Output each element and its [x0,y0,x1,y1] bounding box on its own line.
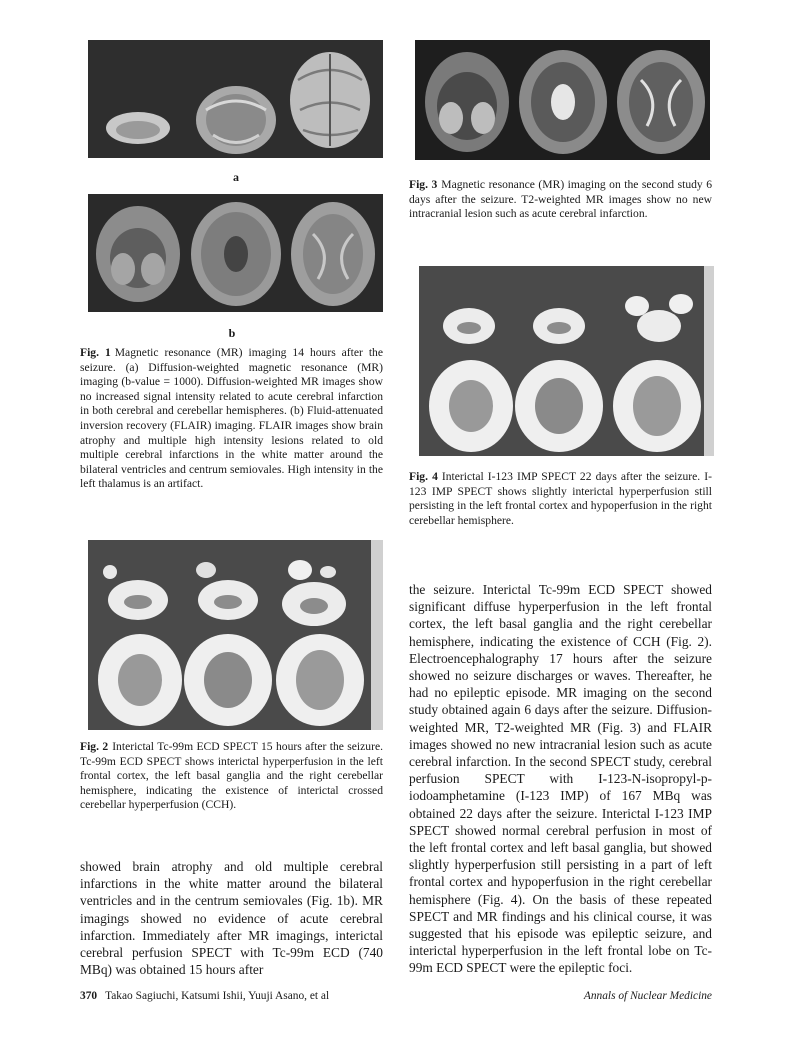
fig1b-image [88,194,383,312]
fig3-label: Fig. 3 [409,178,438,191]
body-left-paragraph: showed brain atrophy and old multiple cerebral infarctions in the white matter around the bilateral ventricles and in the centrum semiovales (Fig. 1b). MR imagings showed no evidence of acute cerebral infarction. Immediately after MR imagings, interictal cerebral perfusion SPECT with Tc-99m ECD (740 MBq) was obtained 15 hours after [80,859,383,978]
page-footer-left [80,990,480,1002]
footer-authors: Takao Sagiuchi, Katsumi Ishii, Yuuji Asano, et al [105,990,330,1002]
fig3-image [415,40,710,160]
fig1-caption [80,346,383,492]
page-number: 370 [80,990,98,1002]
fig2-image [88,540,383,730]
fig1-label: Fig. 1 [80,346,111,359]
fig2-caption [80,740,383,813]
fig3-caption [409,178,712,222]
fig4-image [419,266,714,456]
fig4-caption-text: Interictal I-123 IMP SPECT 22 days after the seizure. I-123 IMP SPECT shows slightly interictal hyperperfusion still persisting in the left frontal cortex and hypoperfusion in the right cerebellar hemisphere. [409,470,712,527]
fig3-caption-text: Magnetic resonance (MR) imaging on the second study 6 days after the seizure. T2-weighted MR images show no new intracranial lesion such as acute cerebral infarction. [409,178,712,221]
body-left [80,858,383,978]
fig4-label: Fig. 4 [409,470,438,483]
fig1-caption-text: Magnetic resonance (MR) imaging 14 hours after the seizure. (a) Diffusion-weighted magnetic resonance (MR) imaging (b-value = 1000). Diffusion-weighted MR images show no increased signal intensity related to acute cerebral infarction in both cerebral and cerebellar hemispheres. (b) Fluid-attenuated inversion recovery (FLAIR) imaging. FLAIR images show brain atrophy and multiple high intensity lesions related to old multiple cerebral infarctions in the white matter around the bilateral ventricles and centrum semiovales. High intensity in the left thalamus is an artifact. [80,346,383,491]
footer-journal: Annals of Nuclear Medicine [583,990,712,1002]
body-right-paragraph: the seizure. Interictal Tc-99m ECD SPECT showed significant diffuse hyperperfusion in the left frontal cortex, the left basal ganglia and the right cerebellar hemisphere, indicating the existence of CCH (Fig. 2). Electroencephalography 17 hours after the seizure showed no seizure discharges or waves. Thereafter, he had no epileptic episode. MR imaging on the second study obtained again 6 days after the seizure. Diffusion-weighted MR, T2-weighted MR (Fig. 3) and FLAIR images showed no new intracranial lesion such as acute cerebral infarction. In the second SPECT study, cerebral perfusion SPECT with I-123-N-isopropyl-p-iodoamphetamine (I-123 IMP) of 167 MBq was obtained 22 days after the seizure. Interictal I-123 IMP SPECT showed normal cerebral perfusion in most of the left frontal cortex and left basal ganglia, but showed slightly hyperperfusion still persisting in a part of left frontal cortex and hypoperfusion in the right cerebellar hemisphere (Fig. 4). On the basis of these repeated SPECT and MR findings and his clinical course, it was suggested that his episode was epileptic seizure, and interictal hyperperfusion in the left frontal lobe on Tc-99m ECD SPECT were the epileptic foci. [409,582,712,976]
fig2-caption-text: Interictal Tc-99m ECD SPECT 15 hours after the seizure. Tc-99m ECD SPECT shows interictal hyperperfusion in the left frontal cortex, the left basal ganglia and the right cerebellar hemisphere, indicating the existence of interictal crossed cerebellar hyperperfusion (CCH). [80,740,383,812]
body-right [409,581,712,977]
fig4-caption [409,470,712,528]
fig1-sublabel-a: a [233,170,239,184]
fig2-label: Fig. 2 [80,740,109,753]
fig1a-image [88,40,383,158]
fig1-sublabel-b: b [228,326,236,340]
